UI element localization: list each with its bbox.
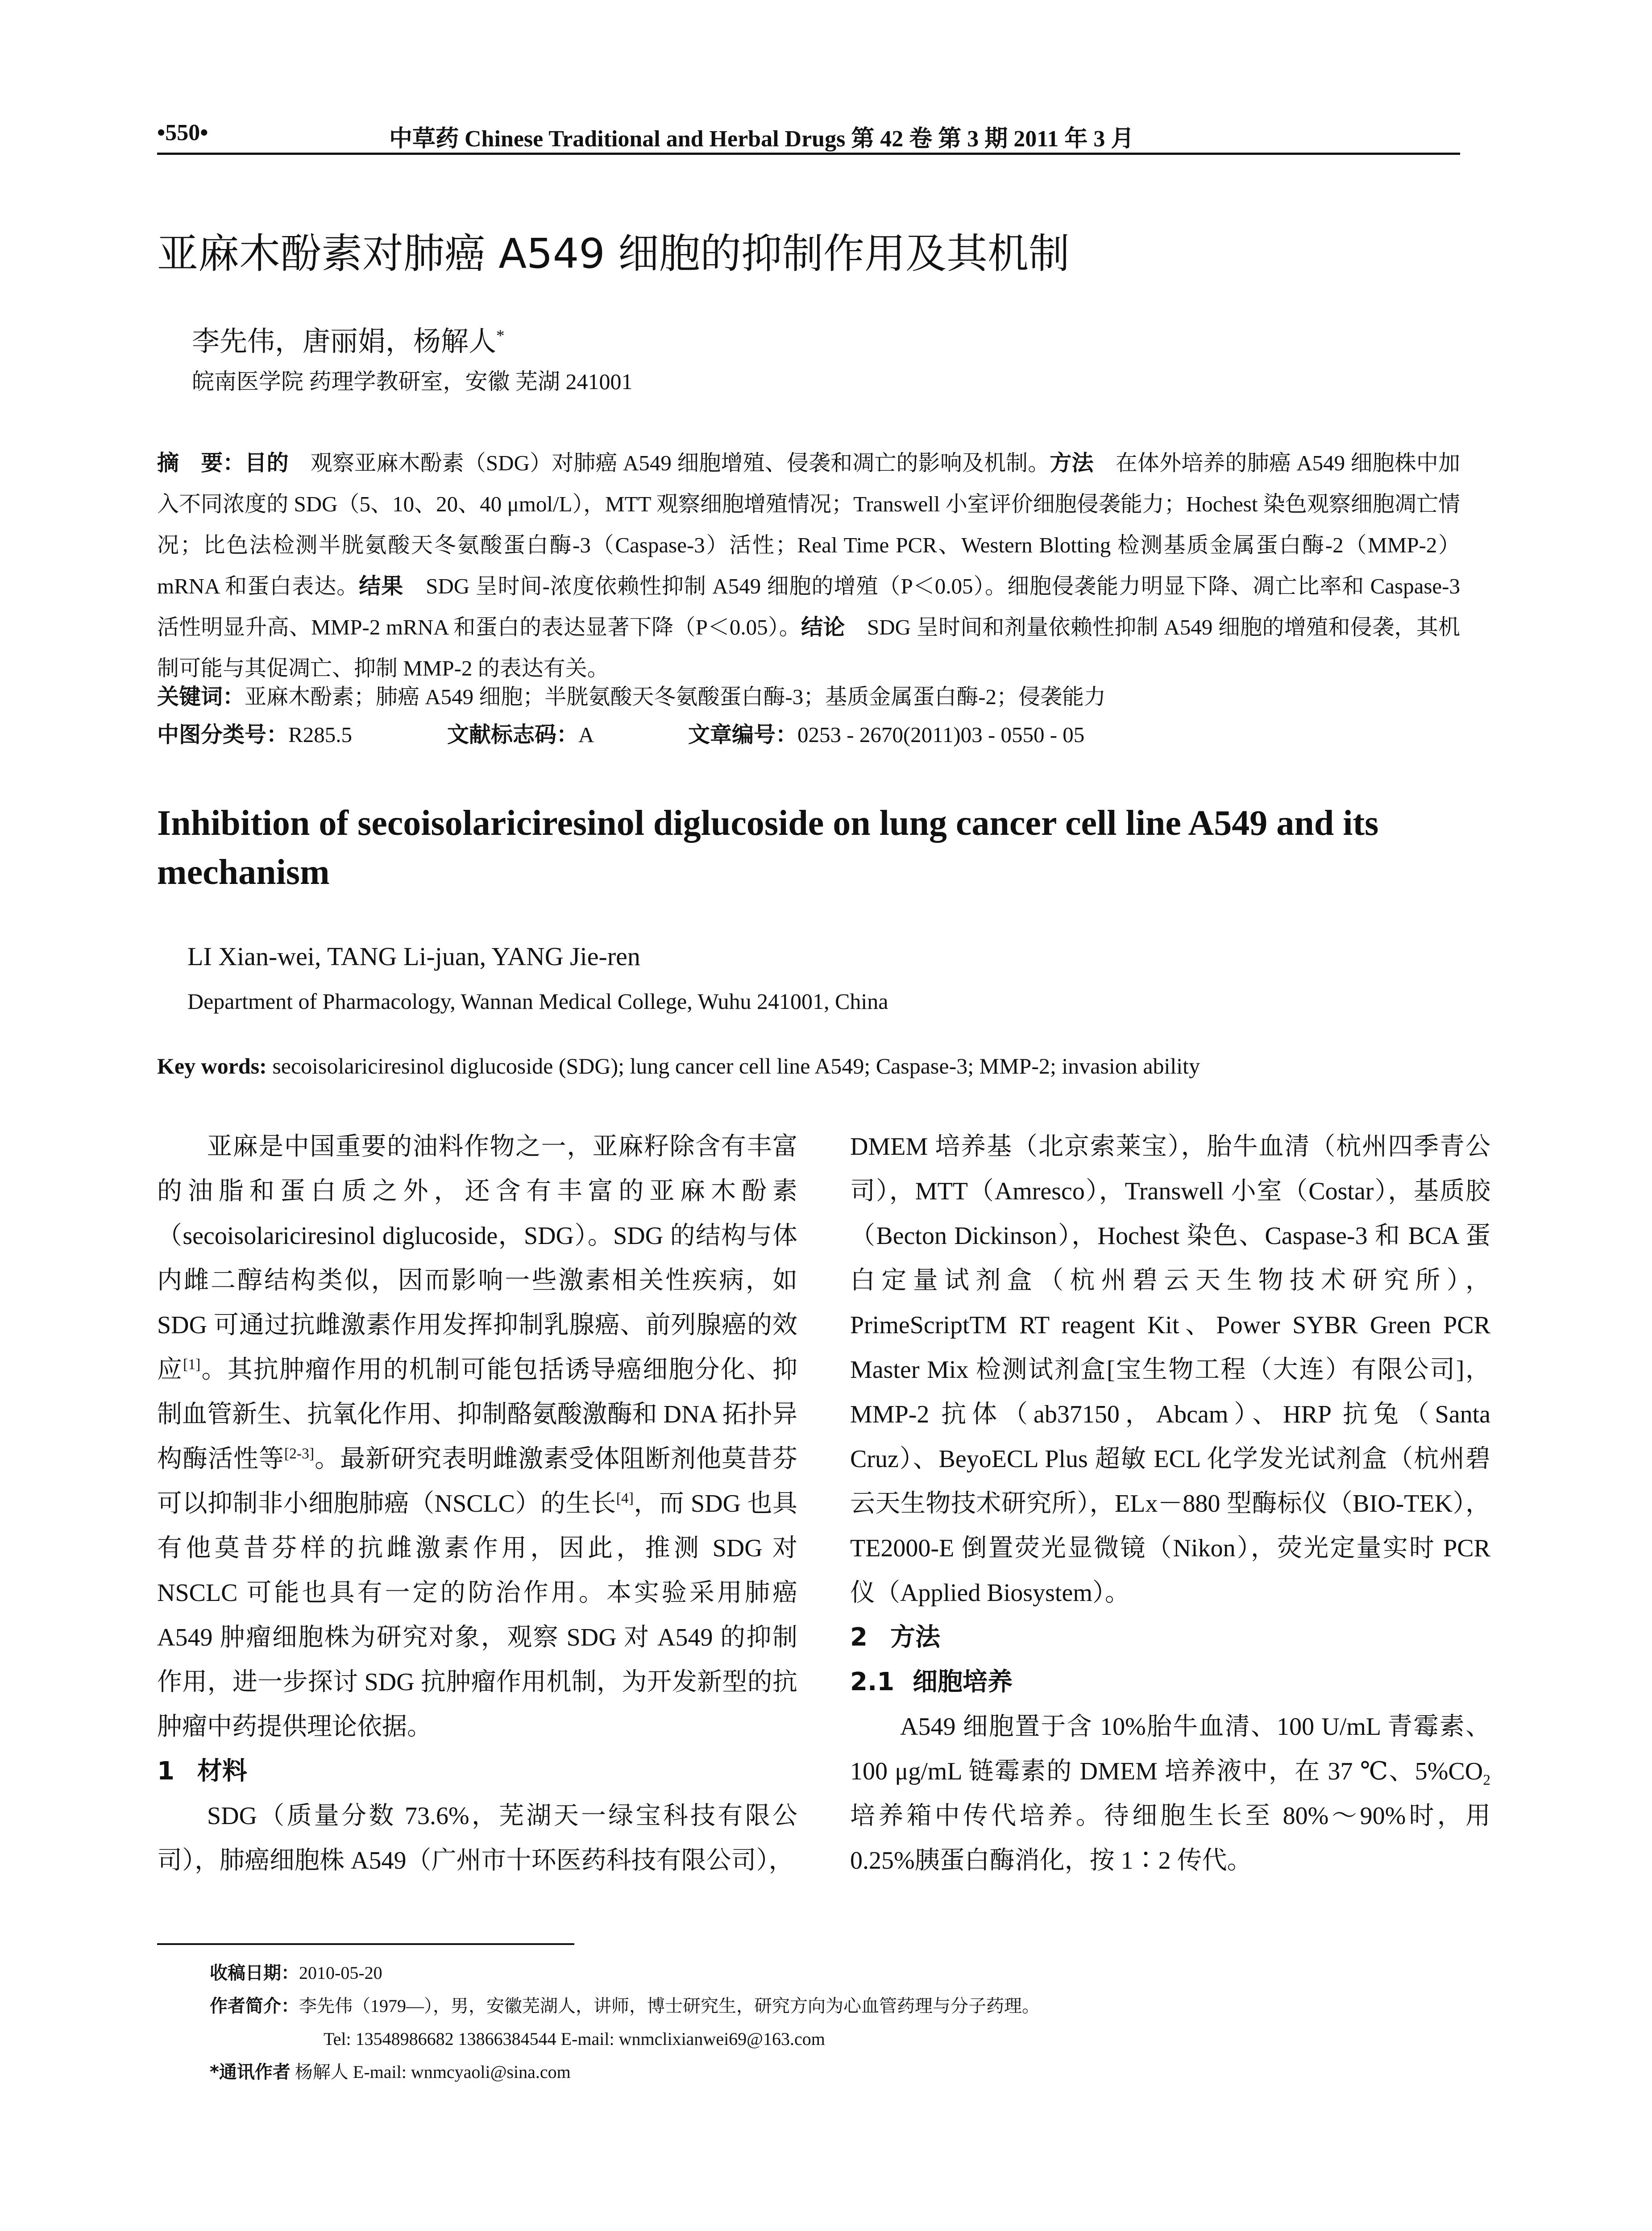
clc-value: R285.5 <box>288 722 352 747</box>
co2-subscript: 2 <box>1483 1772 1490 1789</box>
received-label: 收稿日期： <box>210 1963 299 1983</box>
english-keywords-text: secoisolariciresinol diglucoside (SDG); lung cancer cell line A549; Caspase-3; MMP-2; invasion ability <box>266 1053 1200 1078</box>
section-title: 材料 <box>197 1757 247 1786</box>
page-number: •550• <box>157 120 208 145</box>
english-authors: LI Xian-wei, TANG Li-juan, YANG Jie-ren <box>187 942 640 971</box>
clc-label: 中图分类号： <box>157 722 289 747</box>
english-keywords <box>157 1053 1460 1079</box>
classification-line <box>157 717 1084 749</box>
method-text: 在体外培养的肺癌 A549 细胞株中加入不同浓度的 SDG（5、10、20、40 μmol/L），MTT 观察细胞增殖情况；Transwell 小室评价细胞侵袭能力；Hochest 染色观察细胞凋亡情况；比色法检测半胱氨酸天冬氨酸蛋白酶-3（Caspase-3）活性；Real Time PCR、Western Blotting 检测基质金属蛋白酶-2（MMP-2）mRNA 和蛋白表达。 <box>157 451 1460 598</box>
section-number: 1 <box>157 1757 174 1786</box>
chinese-keywords <box>157 676 1460 717</box>
article-number-label: 文章编号： <box>688 722 798 747</box>
abstract-label: 摘 要： <box>157 450 245 476</box>
chinese-author-names: 李先伟，唐丽娟，杨解人 <box>192 327 497 357</box>
chinese-authors <box>192 319 505 359</box>
body-column-left <box>157 1124 797 1883</box>
result-text: SDG 呈时间-浓度依赖性抑制 A549 细胞的增殖（P＜0.05）。细胞侵袭能力明显下降、凋亡比率和 Caspase-3 活性明显升高、MMP-2 mRNA 和蛋白的表达显著下降（P＜0.05）。 <box>157 574 1460 639</box>
section-heading-materials <box>157 1749 797 1794</box>
chinese-title: 亚麻木酚素对肺癌 A549 细胞的抑制作用及其机制 <box>157 230 1070 278</box>
body-column-right <box>850 1124 1490 1883</box>
purpose-text: 观察亚麻木酚素（SDG）对肺癌 A549 细胞增殖、侵袭和凋亡的影响及机制。 <box>288 451 1050 475</box>
subsection-number: 2.1 <box>850 1667 895 1696</box>
header-rule <box>157 153 1460 155</box>
culture-text-2: 培养箱中传代培养。待细胞生长至 80%～90%时，用 0.25%胰蛋白酶消化，按 1∶2 传代。 <box>850 1802 1490 1874</box>
citation-ref[interactable]: [2-3] <box>284 1445 315 1462</box>
keywords-text: 亚麻木酚素；肺癌 A549 细胞；半胱氨酸天冬氨酸蛋白酶-3；基质金属蛋白酶-2；侵袭能力 <box>245 684 1106 709</box>
conclusion-label: 结论 <box>801 614 845 640</box>
subsection-heading-culture <box>850 1660 1490 1704</box>
corresponding-author: 杨解人 E-mail: wnmcyaoli@sina.com <box>290 2062 571 2082</box>
materials-continued: DMEM 培养基（北京索莱宝），胎牛血清（杭州四季青公司），MTT（Amresco），Transwell 小室（Costar），基质胶（Becton Dickinson），Hochest 染色、Caspase-3 和 BCA 蛋白定量试剂盒（杭州碧云天生物技术研究所），PrimeScriptTM RT reagent Kit、Power SYBR Green PCR Master Mix 检测试剂盒[宝生物工程（大连）有限公司]，MMP-2 抗体（ab37150，Abcam）、HRP 抗兔（Santa Cruz）、BeyoECL Plus 超敏 ECL 化学发光试剂盒（杭州碧云天生物技术研究所），ELx－880 型酶标仪（BIO-TEK），TE2000-E 倒置荧光显微镜（Nikon），荧光定量实时 PCR 仪（Applied Biosystem）。 <box>850 1133 1491 1607</box>
culture-paragraph <box>850 1704 1490 1883</box>
running-header <box>157 120 1460 155</box>
doc-code-value: A <box>578 722 594 747</box>
section-heading-methods <box>850 1615 1490 1660</box>
section-number: 2 <box>850 1623 868 1652</box>
materials-paragraph: SDG（质量分数 73.6%，芜湖天一绿宝科技有限公司），肺癌细胞株 A549（广州市十环医药科技有限公司）， <box>157 1802 797 1874</box>
intro-text-1: 亚麻是中国重要的油料作物之一，亚麻籽除含有丰富的油脂和蛋白质之外，还含有丰富的亚麻木酚素（secoisolariciresinol diglucoside，SDG）。SDG 的结构与体内雌二醇结构类似，因而影响一些激素相关性疾病，如 SDG 可通过抗雌激素作用发挥抑制乳腺癌、前列腺癌的效应 <box>157 1133 797 1384</box>
corresponding-mark: * <box>496 327 505 345</box>
author-bio-label: 作者简介： <box>210 1996 299 2016</box>
intro-paragraph <box>157 1124 797 1749</box>
method-label: 方法 <box>1050 450 1094 476</box>
culture-text-1: A549 细胞置于含 10%胎牛血清、100 U/mL 青霉素、100 μg/mL 链霉素的 DMEM 培养液中，在 37 ℃、5%CO <box>850 1713 1490 1785</box>
article-number-value: 0253 - 2670(2011)03 - 0550 - 05 <box>797 722 1085 747</box>
chinese-affiliation: 皖南医学院 药理学教研室，安徽 芜湖 241001 <box>192 369 633 394</box>
intro-text-2: 。其抗肿瘤作用的机制可能包括诱导癌细胞分化、抑制血管新生、抗氧化作用、抑制酪氨酸激酶和 DNA 拓扑异构酶活性等 <box>157 1356 798 1473</box>
author-contact: Tel: 13548986682 13866384544 E-mail: wnmclixianwei69@163.com <box>324 2029 825 2049</box>
english-keywords-label: Key words: <box>157 1053 267 1078</box>
chinese-abstract <box>157 443 1460 689</box>
received-date: 2010-05-20 <box>299 1963 382 1983</box>
keywords-label: 关键词： <box>157 684 245 709</box>
footnote-rule <box>157 1943 574 1945</box>
footnotes <box>210 1957 1040 2089</box>
result-label: 结果 <box>359 573 404 599</box>
journal-title: 中草药 Chinese Traditional and Herbal Drugs 第 42 卷 第 3 期 2011 年 3 月 <box>389 126 1134 152</box>
conclusion-text: SDG 呈时间和剂量依赖性抑制 A549 细胞的增殖和侵袭，其机制可能与其促凋亡、抑制 MMP-2 的表达有关。 <box>157 615 1460 680</box>
corresponding-label: *通讯作者 <box>210 2062 291 2082</box>
english-affiliation: Department of Pharmacology, Wannan Medical College, Wuhu 241001, China <box>187 989 888 1014</box>
intro-text-3: 。最新研究表明雌激素受体阻断剂他莫昔芬可以抑制非小细胞肺癌（NSCLC）的生长 <box>157 1445 798 1518</box>
purpose-label: 目的 <box>245 450 289 476</box>
doc-code-label: 文献标志码： <box>447 722 579 747</box>
citation-ref[interactable]: [1] <box>183 1356 201 1373</box>
intro-text-4: ，而 SDG 也具有他莫昔芬样的抗雌激素作用，因此，推测 SDG 对 NSCLC 可能也具有一定的防治作用。本实验采用肺癌 A549 肿瘤细胞株为研究对象，观察 SDG 对 A549 的抑制作用，进一步探讨 SDG 抗肿瘤作用机制，为开发新型的抗肿瘤中药提供理论依据。 <box>157 1490 798 1741</box>
citation-ref[interactable]: [4] <box>616 1490 634 1507</box>
english-title: Inhibition of secoisolariciresinol diglucoside on lung cancer cell line A549 and its mechanism <box>157 804 1379 892</box>
section-title: 方法 <box>890 1623 940 1652</box>
subsection-title: 细胞培养 <box>913 1667 1013 1696</box>
author-bio: 李先伟（1979—），男，安徽芜湖人，讲师，博士研究生，研究方向为心血管药理与分子药理。 <box>299 1996 1040 2016</box>
